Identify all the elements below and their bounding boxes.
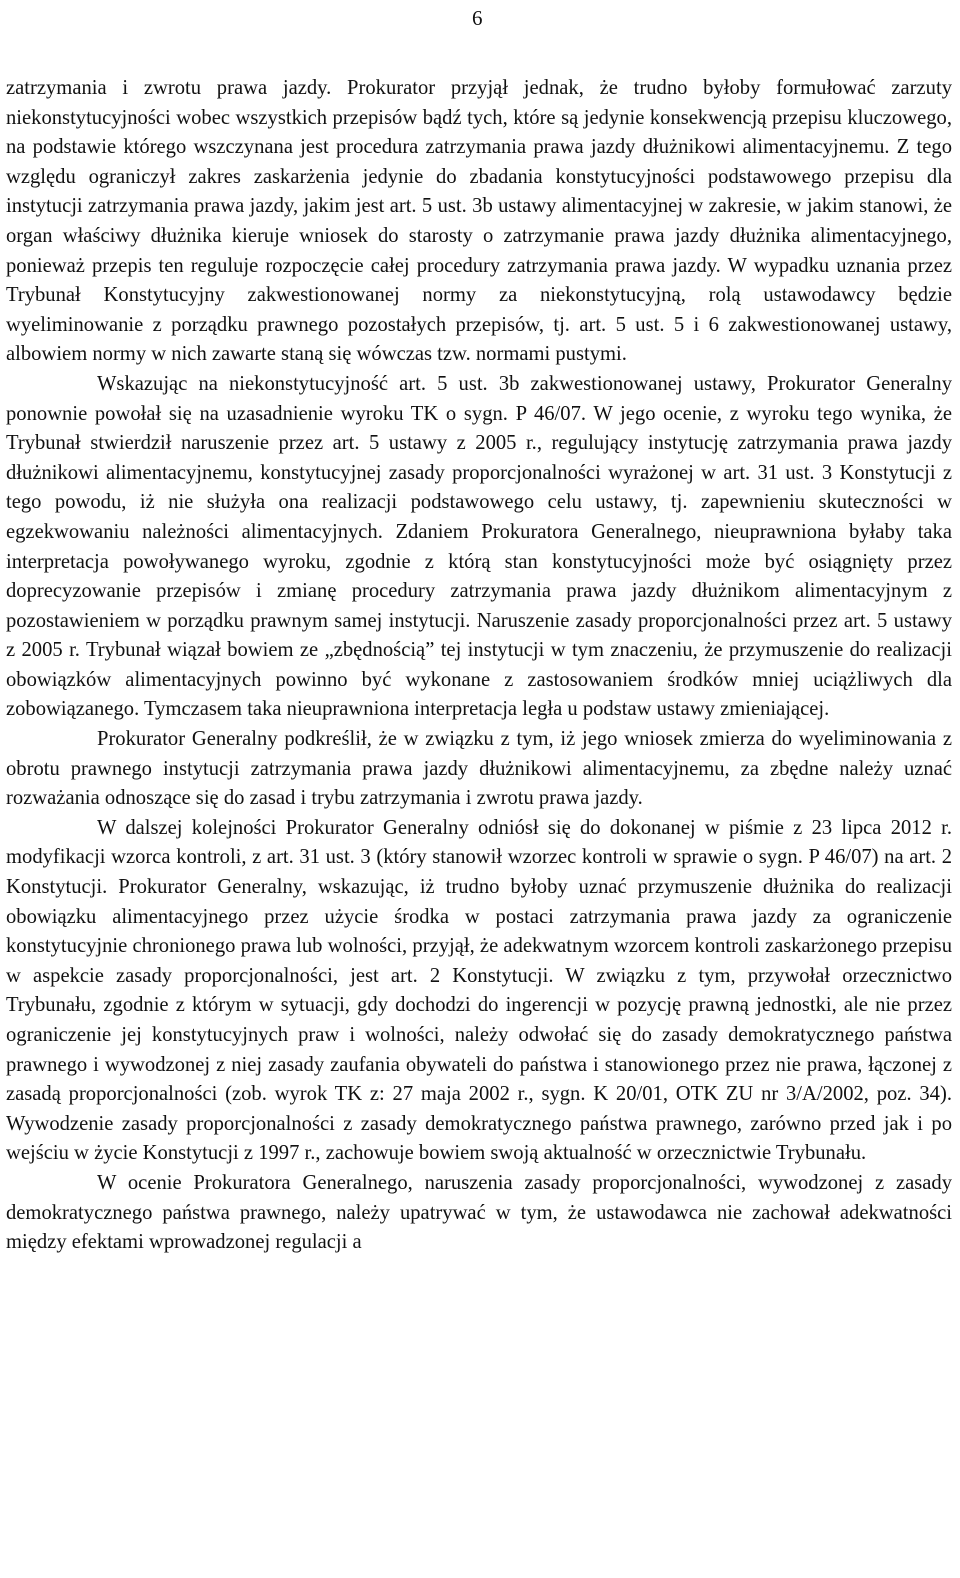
document-page: [6, 0, 952, 1578]
body-text: [6, 74, 952, 1258]
paragraph: W ocenie Prokuratora Generalnego, naruszenia zasady proporcjonalności, wywodzonej z zasady demokratycznego państwa prawnego, należy upatrywać w tym, że ustawodawca nie zachował adekwatności między efektami wprowadzonej regulacji a: [6, 1171, 952, 1254]
page-number: 6: [472, 6, 483, 30]
paragraph: W dalszej kolejności Prokurator Generalny odniósł się do dokonanej w piśmie z 23 lipca 2012 r. modyfikacji wzorca kontroli, z art. 31 ust. 3 (który stanowił wzorzec kontroli w sprawie o sygn. P 46/07) na art. 2 Konstytucji. Prokurator Generalny, wskazując, iż trudno byłoby uznać przymuszenie dłużnika do realizacji obowiązku alimentacyjnego przez użycie środka w postaci zatrzymania prawa jazdy za ograniczenie konstytucyjnie chronionego prawa lub wolności, przyjął, że adekwatnym wzorcem kontroli zaskarżonego przepisu w aspekcie zasady proporcjonalności, jest art. 2 Konstytucji. W związku z tym, przywołał orzecznictwo Trybunału, zgodnie z którym w sytuacji, gdy dochodzi do ingerencji w pozycję prawną jednostki, ale nie przez ograniczenie jej konstytucyjnych praw i wolności, należy odwołać się do zasady demokratycznego państwa prawnego i wywodzonej z niej zasady zaufania obywateli do państwa i stanowionego przez nie prawa, łączonej z zasadą proporcjonalności (zob. wyrok TK z: 27 maja 2002 r., sygn. K 20/01, OTK ZU nr 3/A/2002, poz. 34). Wywodzenie zasady proporcjonalności z zasady demokratycznego państwa prawnego, zarówno przed jak i po wejściu w życie Konstytucji z 1997 r., zachowuje bowiem swoją aktualność w orzecznictwie Trybunału.: [6, 816, 952, 1165]
paragraph: zatrzymania i zwrotu prawa jazdy. Prokurator przyjął jednak, że trudno byłoby formułować zarzuty niekonstytucyjności wobec wszystkich przepisów bądź tych, które są jedynie konsekwencją przepisu kluczowego, na podstawie którego wszczynana jest procedura zatrzymania prawa jazdy dłużnikowi alimentacyjnemu. Z tego względu ograniczył zakres zaskarżenia jedynie do zbadania konstytucyjności podstawowego przepisu dla instytucji zatrzymania prawa jazdy, jakim jest art. 5 ust. 3b ustawy alimentacyjnej w zakresie, w jakim stanowi, że organ właściwy dłużnika kieruje wniosek do starosty o zatrzymanie prawa jazdy dłużnika alimentacyjnego, ponieważ przepis ten reguluje rozpoczęcie całej procedury zatrzymania prawa jazdy. W wypadku uznania przez Trybunał Konstytucyjny zakwestionowanej normy za niekonstytucyjną, rolą ustawodawcy będzie wyeliminowanie z porządku prawnego pozostałych przepisów, tj. art. 5 ust. 5 i 6 zakwestionowanej ustawy, albowiem normy w nich zawarte staną się wówczas tzw. normami pustymi.: [6, 77, 952, 366]
paragraph: Wskazując na niekonstytucyjność art. 5 ust. 3b zakwestionowanej ustawy, Prokurator Generalny ponownie powołał się na uzasadnienie wyroku TK o sygn. P 46/07. W jego ocenie, z wyroku tego wynika, że Trybunał stwierdził naruszenie przez art. 5 ustawy z 2005 r., regulujący instytucję zatrzymania prawa jazdy dłużnikowi alimentacyjnemu, konstytucyjnej zasady proporcjonalności wyrażonej w art. 31 ust. 3 Konstytucji z tego powodu, iż nie służyła ona realizacji podstawowego celu ustawy, tj. zapewnieniu skuteczności w egzekwowaniu należności alimentacyjnych. Zdaniem Prokuratora Generalnego, nieuprawniona byłaby taka interpretacja powoływanego wyroku, zgodnie z którą stan konstytucyjności może być osiągnięty przez doprecyzowanie przepisów i zmianę procedury zatrzymania prawa jazdy dłużnikom alimentacyjnym z pozostawieniem w porządku prawnym samej instytucji. Naruszenie zasady proporcjonalności przez art. 5 ustawy z 2005 r. Trybunał wiązał bowiem ze „zbędnością” tej instytucji w tym znaczeniu, że przymuszenie do realizacji obowiązków alimentacyjnych powinno być wykonane z zastosowaniem środków mniej uciążliwych dla zobowiązanego. Tymczasem taka nieuprawniona interpretacja legła u podstaw ustawy zmieniającej.: [6, 372, 952, 721]
paragraph: Prokurator Generalny podkreślił, że w związku z tym, iż jego wniosek zmierza do wyeliminowania z obrotu prawnego instytucji zatrzymania prawa jazdy dłużnikowi alimentacyjnemu, za zbędne należy uznać rozważania odnoszące się do zasad i trybu zatrzymania i zwrotu prawa jazdy.: [6, 728, 952, 810]
